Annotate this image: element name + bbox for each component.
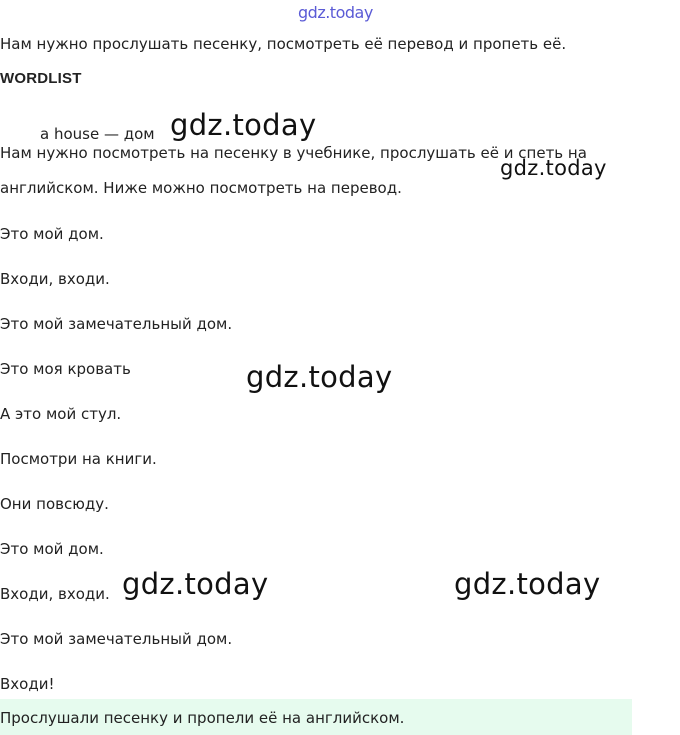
watermark: gdz.today xyxy=(246,360,393,394)
translation-line: Входи! xyxy=(0,675,55,693)
translation-line: Это мой замечательный дом. xyxy=(0,630,233,648)
intro-line-1: Нам нужно посмотреть на песенку в учебнике, прослушать её и спеть на xyxy=(0,144,587,162)
watermark: gdz.today xyxy=(122,567,269,601)
wordlist-cut-line: a house — дом xyxy=(40,125,155,143)
watermark: gdz.today xyxy=(170,108,317,142)
watermark: gdz.today xyxy=(500,156,607,180)
task-line: Нам нужно прослушать песенку, посмотреть её перевод и пропеть её. xyxy=(0,35,567,53)
translation-line: Это мой дом. xyxy=(0,225,104,243)
site-logo: gdz.today xyxy=(298,3,373,22)
wordlist-heading: WORDLIST xyxy=(0,70,82,87)
intro-line-2: английском. Ниже можно посмотреть на перевод. xyxy=(0,179,402,197)
translation-line: Посмотри на книги. xyxy=(0,450,157,468)
translation-line: Они повсюду. xyxy=(0,495,109,513)
translation-line: Это моя кровать xyxy=(0,360,131,378)
translation-line: Это мой замечательный дом. xyxy=(0,315,233,333)
result-text: Прослушали песенку и пропели её на английском. xyxy=(0,709,405,727)
watermark: gdz.today xyxy=(454,567,601,601)
translation-line: А это мой стул. xyxy=(0,405,122,423)
translation-line: Входи, входи. xyxy=(0,270,110,288)
result-box xyxy=(0,699,632,735)
translation-line: Это мой дом. xyxy=(0,540,104,558)
translation-line: Входи, входи. xyxy=(0,585,110,603)
